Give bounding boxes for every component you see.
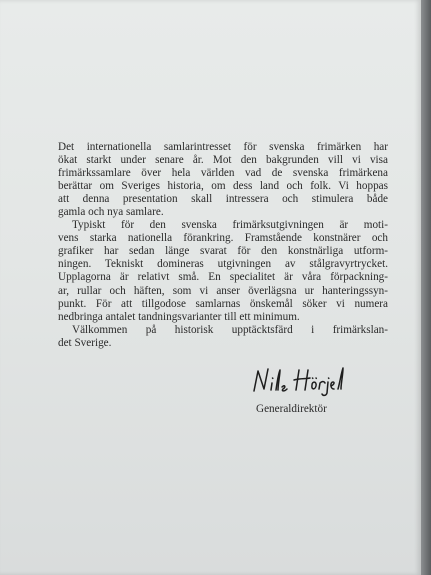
letter-body [58, 141, 388, 350]
page-edge [421, 0, 431, 575]
letter-line: ar, rullar och häften, som vi anser överlägsna ur hanteringssyn- [58, 284, 388, 297]
letter-line: grafiker har sedan länge svarat för den konstnärliga utform- [58, 245, 388, 258]
letter-line: Upplagorna är relativt små. En specialitet är våra förpackning- [58, 271, 388, 284]
letter-line: Välkommen på historisk upptäcktsfärd i frimärkslan- [72, 323, 388, 336]
letter-line: punkt. För att tillgodose samlarnas önskemål söker vi numera [58, 297, 388, 310]
signature-title: Generaldirektör [256, 403, 327, 415]
letter-line: ökat starkt under senare år. Mot den bakgrunden vill vi visa [58, 154, 388, 167]
letter-line: frimärkssamlare över hela världen vad de svenska frimärkena [58, 167, 388, 180]
letter-line: gamla och nya samlare. [58, 206, 164, 219]
letter-line: vens starka nationella förankring. Framstående konstnärer och [58, 232, 388, 245]
letter-line: Det internationella samlarintresset för svenska frimärken har [58, 141, 388, 153]
letter-line: Typiskt för den svenska frimärksutgivningen är moti- [72, 219, 388, 232]
letter-line: det Sverige. [58, 336, 112, 349]
letter-line: nedbringa antalet tandningsvarianter till ett minimum. [58, 310, 300, 323]
letter-line: att denna presentation skall intressera och stimulera både [58, 193, 388, 206]
handwritten-signature [250, 363, 370, 397]
letter-line: berättar om Sveriges historia, om dess land och folk. Vi hoppas [58, 180, 388, 193]
letter-line: ningen. Tekniskt domineras utgivningen av stålgravyrtrycket. [58, 258, 388, 271]
